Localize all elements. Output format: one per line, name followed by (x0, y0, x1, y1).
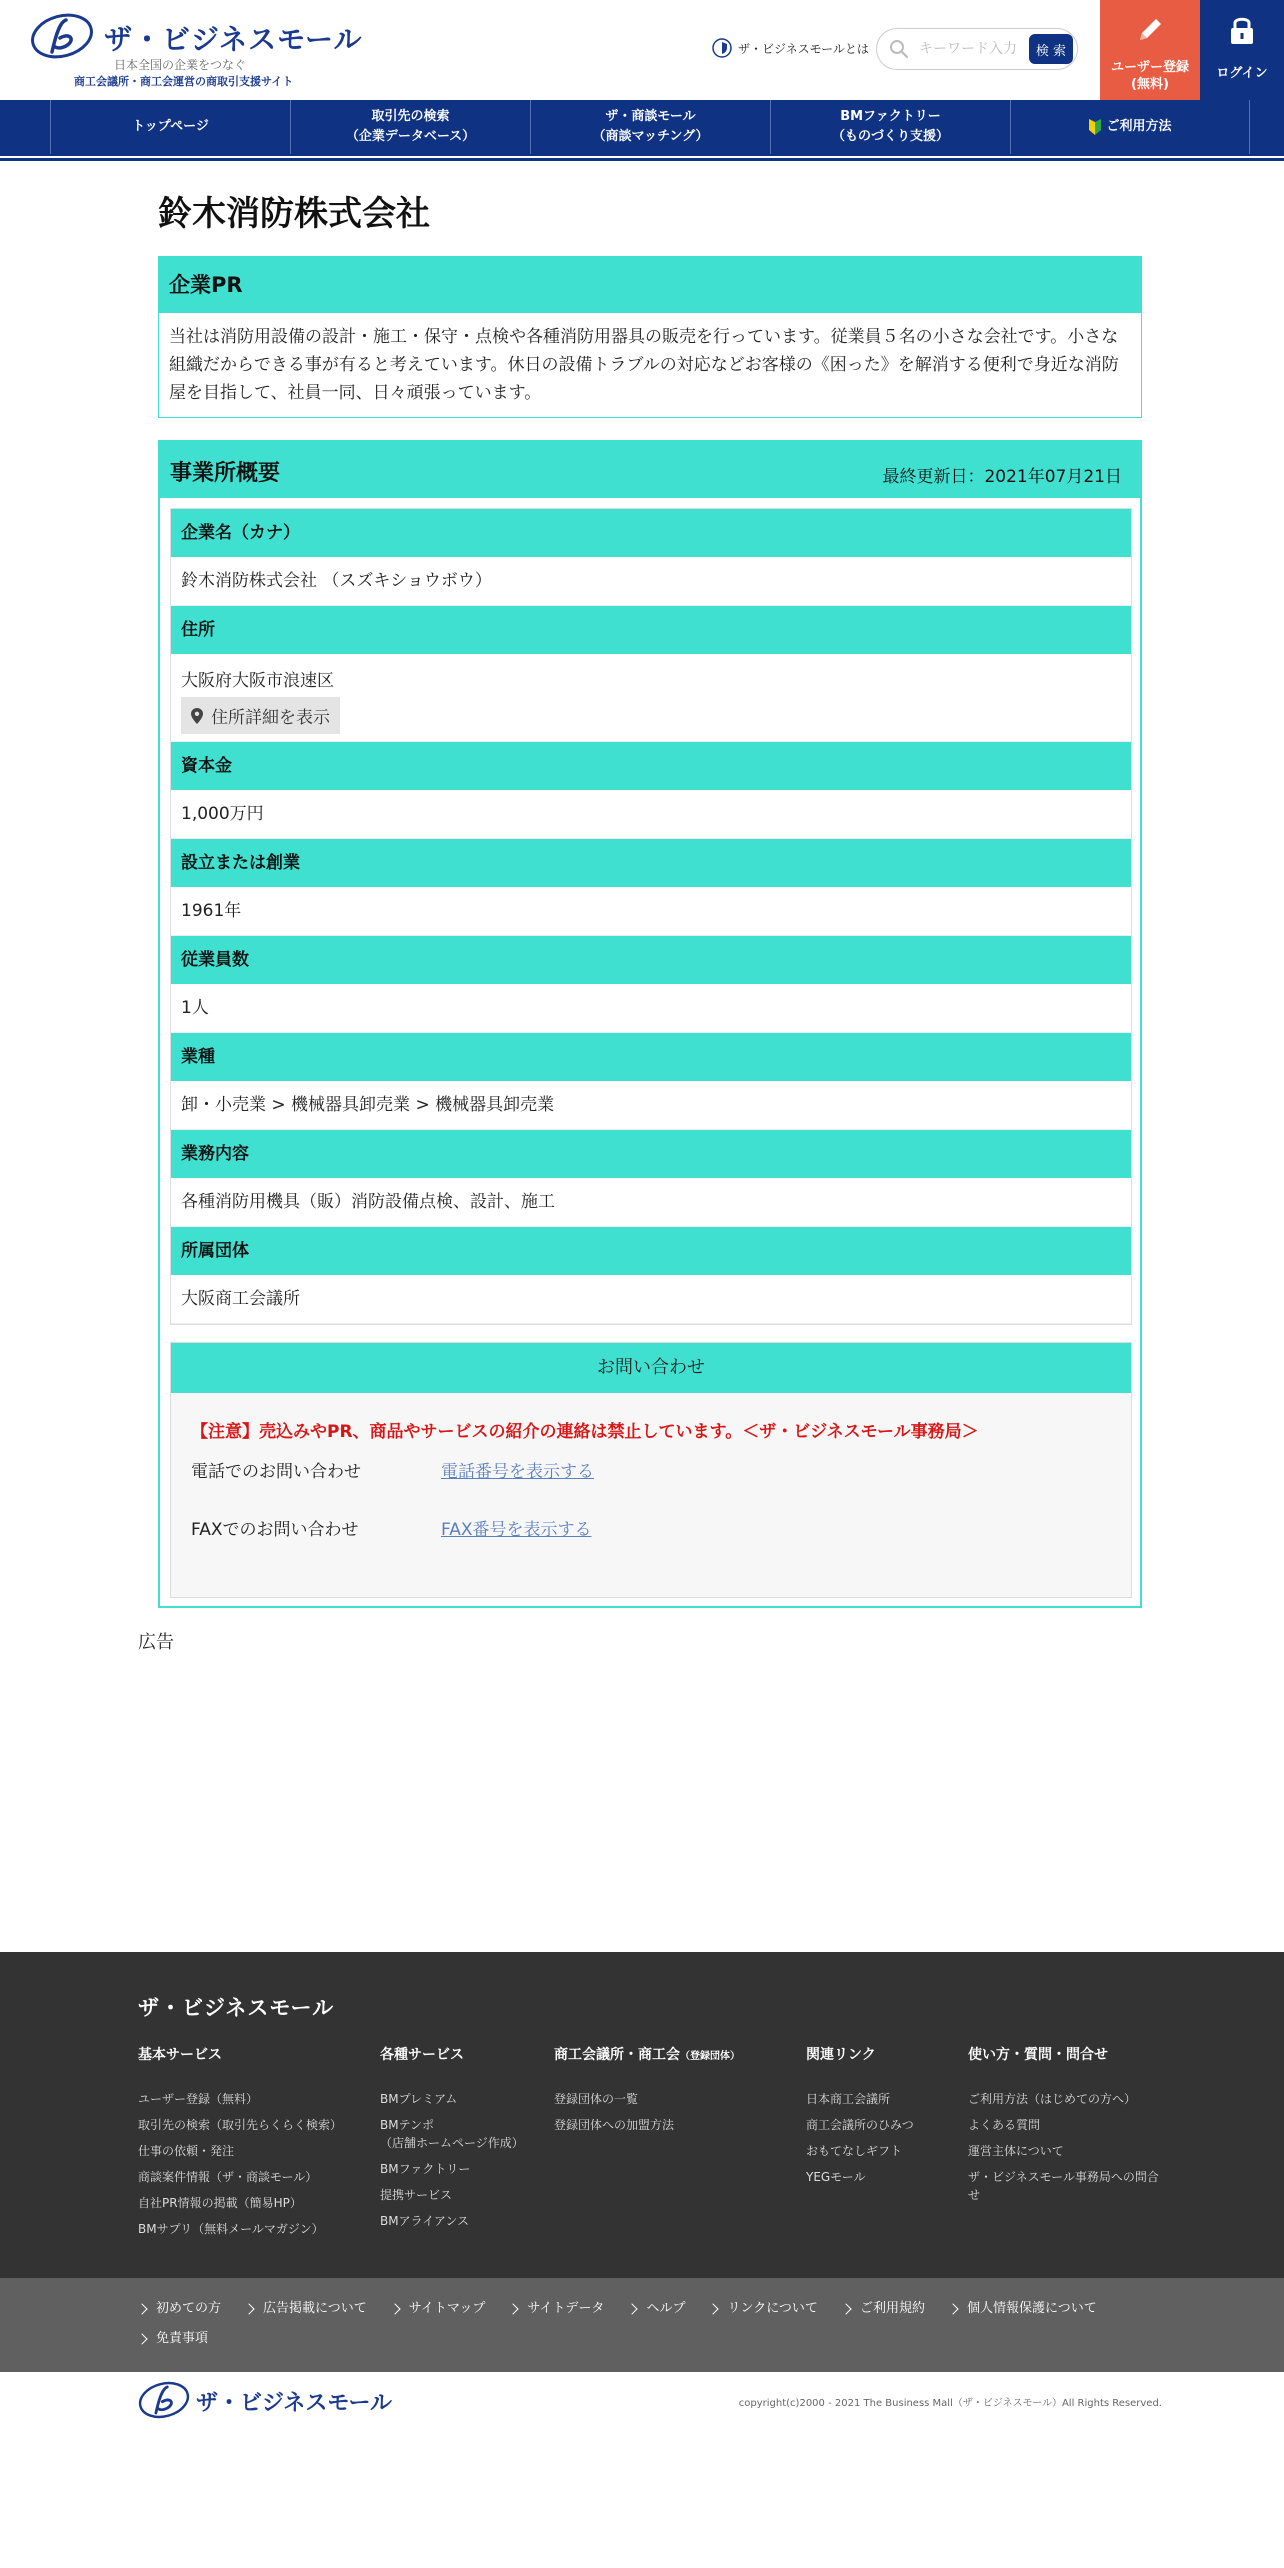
sub-footer-links (138, 2294, 1148, 2354)
footer-link[interactable]: おもてなしギフト (806, 2144, 903, 2158)
site-header (0, 0, 1284, 100)
footer-link[interactable] (380, 2116, 524, 2152)
footer-link[interactable]: 商談案件情報（ザ・商談モール） (138, 2170, 318, 2184)
sub-footer-link-label: 初めての方 (156, 2301, 222, 2316)
register-free-label: (無料) (1131, 77, 1169, 92)
sub-footer-link-label: 広告掲載について (263, 2301, 367, 2316)
chevron-right-icon (947, 2303, 958, 2314)
show-address-label: 住所詳細を表示 (211, 708, 330, 728)
register-button[interactable] (1100, 0, 1200, 100)
company-pr-section (158, 256, 1142, 418)
field-value-founded: 1961年 (171, 887, 1131, 936)
sub-footer-link-label: リンクについて (727, 2301, 818, 2316)
site-logo[interactable] (30, 10, 363, 90)
footer-column-heading: 関連リンク (806, 2047, 876, 2063)
chevron-right-icon (389, 2303, 400, 2314)
field-label-capital: 資本金 (171, 742, 1131, 790)
sub-footer-link[interactable] (628, 2294, 685, 2324)
nav-item-label: ザ・商談モール (605, 109, 696, 124)
login-button[interactable] (1200, 0, 1284, 100)
field-address (171, 654, 1131, 742)
nav-item-label: トップページ (132, 119, 209, 134)
footer-link[interactable]: BMアライアンス (380, 2214, 470, 2228)
chevron-right-icon (136, 2333, 147, 2344)
nav-item-top[interactable] (50, 100, 290, 154)
overview-table (170, 508, 1132, 1325)
field-label-company-kana: 企業名（カナ） (171, 509, 1131, 557)
sub-footer-link[interactable] (842, 2294, 925, 2324)
footer-link[interactable]: ザ・ビジネスモール事務局への問合せ (968, 2170, 1159, 2202)
phone-contact-label: 電話でのお問い合わせ (191, 1462, 361, 1482)
office-overview-heading: 事業所概要 (170, 461, 281, 486)
sub-footer (0, 2278, 1284, 2372)
map-pin-icon (191, 708, 203, 724)
nav-item-label: ご利用方法 (1106, 119, 1172, 134)
nav-item-usage[interactable] (1010, 100, 1250, 154)
field-value-address: 大阪府大阪市浪速区 (181, 671, 334, 691)
footer-link[interactable]: BMファクトリー (380, 2162, 471, 2176)
chevron-right-icon (627, 2303, 638, 2314)
company-pr-heading: 企業PR (159, 257, 1141, 313)
footer-link[interactable]: 自社PR情報の掲載（簡易HP） (138, 2196, 302, 2210)
register-label: ユーザー登録 (1110, 60, 1189, 75)
footer-link[interactable]: YEGモール (806, 2170, 866, 2184)
field-label-founded: 設立または創業 (171, 839, 1131, 887)
contact-section (170, 1342, 1132, 1598)
footer-link[interactable]: 取引先の検索（取引先らくらく検索） (138, 2118, 343, 2132)
office-overview-section (158, 440, 1142, 1608)
sub-footer-link-label: サイトデータ (527, 2301, 605, 2316)
about-link-label: ザ・ビジネスモールとは (738, 41, 869, 56)
bottom-logo-name: ザ・ビジネスモール (196, 2391, 393, 2416)
nav-item-sublabel: （商談マッチング） (592, 129, 709, 144)
nav-item-sublabel: （企業データベース） (345, 129, 476, 144)
footer-column-related (806, 2044, 914, 2190)
sub-footer-link-label: 免責事項 (156, 2331, 209, 2346)
chevron-right-icon (136, 2303, 147, 2314)
sub-footer-link[interactable] (245, 2294, 367, 2324)
login-label: ログイン (1216, 66, 1268, 81)
field-label-employees: 従業員数 (171, 936, 1131, 984)
field-label-organization: 所属団体 (171, 1227, 1131, 1275)
footer-column-heading: 使い方・質問・問合せ (968, 2047, 1108, 2063)
sub-footer-link[interactable] (709, 2294, 817, 2324)
chevron-right-icon (243, 2303, 254, 2314)
show-phone-link[interactable]: 電話番号を表示する (441, 1462, 594, 1482)
footer-link[interactable]: BMプレミアム (380, 2092, 458, 2106)
logo-name: ザ・ビジネスモール (104, 23, 363, 56)
beginner-mark-icon (1088, 119, 1102, 135)
footer-column-help (968, 2044, 1168, 2208)
contact-heading: お問い合わせ (171, 1343, 1131, 1393)
sub-footer-link-label: ヘルプ (646, 2301, 686, 2316)
footer-link-label: BMテンポ (380, 2118, 434, 2132)
search-input[interactable] (917, 37, 1025, 61)
nav-item-label: 取引先の検索 (371, 109, 450, 124)
copyright: copyright(c)2000 - 2021 The Business Mall（ザ・ビジネスモール）All Rights Reserved. (738, 2398, 1162, 2409)
footer-link[interactable]: 運営主体について (968, 2144, 1064, 2158)
sub-footer-link[interactable] (138, 2294, 221, 2324)
sub-footer-link-label: サイトマップ (408, 2301, 486, 2316)
logo-mark-icon (138, 2380, 190, 2420)
field-value-organization: 大阪商工会議所 (171, 1275, 1131, 1324)
lock-icon (1228, 14, 1256, 46)
page-title: 鈴木消防株式会社 (158, 194, 430, 234)
footer-heading-small: （登録団体） (680, 2051, 740, 2062)
footer-link[interactable]: 仕事の依頼・発注 (138, 2144, 235, 2158)
field-label-industry: 業種 (171, 1033, 1131, 1081)
footer-heading-main: 商工会議所・商工会 (554, 2047, 680, 2063)
field-value-business: 各種消防用機具（販）消防設備点検、設計、施工 (171, 1178, 1131, 1227)
footer-column-chambers (554, 2044, 740, 2138)
footer-link[interactable]: 登録団体の一覧 (554, 2092, 639, 2106)
sub-footer-link-label: 個人情報保護について (966, 2301, 1097, 2316)
footer-link[interactable]: 登録団体への加盟方法 (554, 2118, 675, 2132)
footer-column-heading: 基本サービス (138, 2047, 222, 2063)
field-label-address: 住所 (171, 606, 1131, 654)
nav-item-business-mall[interactable] (530, 100, 770, 154)
show-address-button[interactable] (181, 697, 340, 734)
footer-link[interactable]: BMサプリ（無料メールマガジン） (138, 2222, 324, 2236)
sub-footer-link[interactable] (509, 2294, 604, 2324)
bottom-logo[interactable] (138, 2380, 393, 2420)
footer-link[interactable]: 提携サービス (380, 2188, 453, 2202)
footer-column-services (380, 2044, 524, 2234)
field-value-company-kana: 鈴木消防株式会社 （スズキショウボウ） (171, 557, 1131, 606)
logo-subtitle: 商工会議所・商工会運営の商取引支援サイト (74, 75, 294, 88)
sub-footer-link-label: ご利用規約 (859, 2301, 925, 2316)
pencil-icon (1134, 14, 1166, 46)
footer-column-basic (138, 2044, 342, 2242)
global-nav (0, 100, 1284, 156)
sub-footer-link[interactable] (949, 2294, 1097, 2324)
chevron-right-icon (840, 2303, 851, 2314)
field-value-capital: 1,000万円 (171, 790, 1131, 839)
sub-footer-link[interactable] (391, 2294, 486, 2324)
footer-column-heading: 各種サービス (380, 2047, 464, 2063)
search-button[interactable]: 検 索 (1029, 34, 1073, 64)
chevron-right-icon (708, 2303, 719, 2314)
company-pr-text: 当社は消防用設備の設計・施工・保守・点検や各種消防用器具の販売を行っています。従業員５名の小さな会社です。小さな組織だからできる事が有ると考えています。休日の設備トラブルの対応などお客様の《困った》を解消する便利で身近な消防屋を目指して、社員一同、日々頑張っています。 (169, 327, 1119, 403)
nav-item-bm-factory[interactable] (770, 100, 1010, 154)
last-updated: 最終更新日：2021年07月21日 (882, 467, 1122, 487)
field-value-employees: 1人 (171, 984, 1131, 1033)
footer-logo[interactable]: ザ・ビジネスモール (138, 1996, 335, 2020)
sub-footer-link[interactable] (138, 2324, 208, 2354)
field-value-industry: 卸・小売業 > 機械器具卸売業 > 機械器具卸売業 (171, 1081, 1131, 1130)
ad-label: 広告 (138, 1632, 174, 1653)
search-box (876, 28, 1078, 70)
footer-column-heading (554, 2044, 740, 2064)
nav-underline (0, 158, 1284, 161)
logo-tagline: 日本全国の企業をつなぐ (114, 58, 247, 72)
field-label-business: 業務内容 (171, 1130, 1131, 1178)
nav-item-sublabel: （ものづくり支援） (831, 129, 949, 144)
office-overview-header (160, 442, 1140, 498)
nav-item-company-search[interactable] (290, 100, 530, 154)
site-footer (0, 1952, 1284, 2278)
footer-link[interactable]: ご利用方法（はじめての方へ） (968, 2092, 1137, 2106)
fax-contact-label: FAXでのお問い合わせ (191, 1520, 359, 1540)
contact-warning: 【注意】売込みやPR、商品やサービスの紹介の連絡は禁止しています。＜ザ・ビジネスモール事務局＞ (191, 1422, 979, 1442)
footer-link[interactable]: 日本商工会議所 (806, 2092, 891, 2106)
logo-mark-icon (30, 12, 94, 60)
about-link[interactable] (712, 38, 869, 58)
footer-link[interactable]: ユーザー登録（無料） (138, 2092, 259, 2106)
show-fax-link[interactable]: FAX番号を表示する (441, 1520, 592, 1540)
footer-link-sublabel: （店舗ホームページ作成） (380, 2136, 524, 2150)
nav-item-label: BMファクトリー (840, 109, 941, 124)
shield-icon (712, 38, 732, 58)
search-icon (889, 39, 909, 59)
footer-link[interactable]: よくある質問 (968, 2118, 1041, 2132)
footer-link[interactable]: 商工会議所のひみつ (806, 2118, 914, 2132)
chevron-right-icon (508, 2303, 519, 2314)
